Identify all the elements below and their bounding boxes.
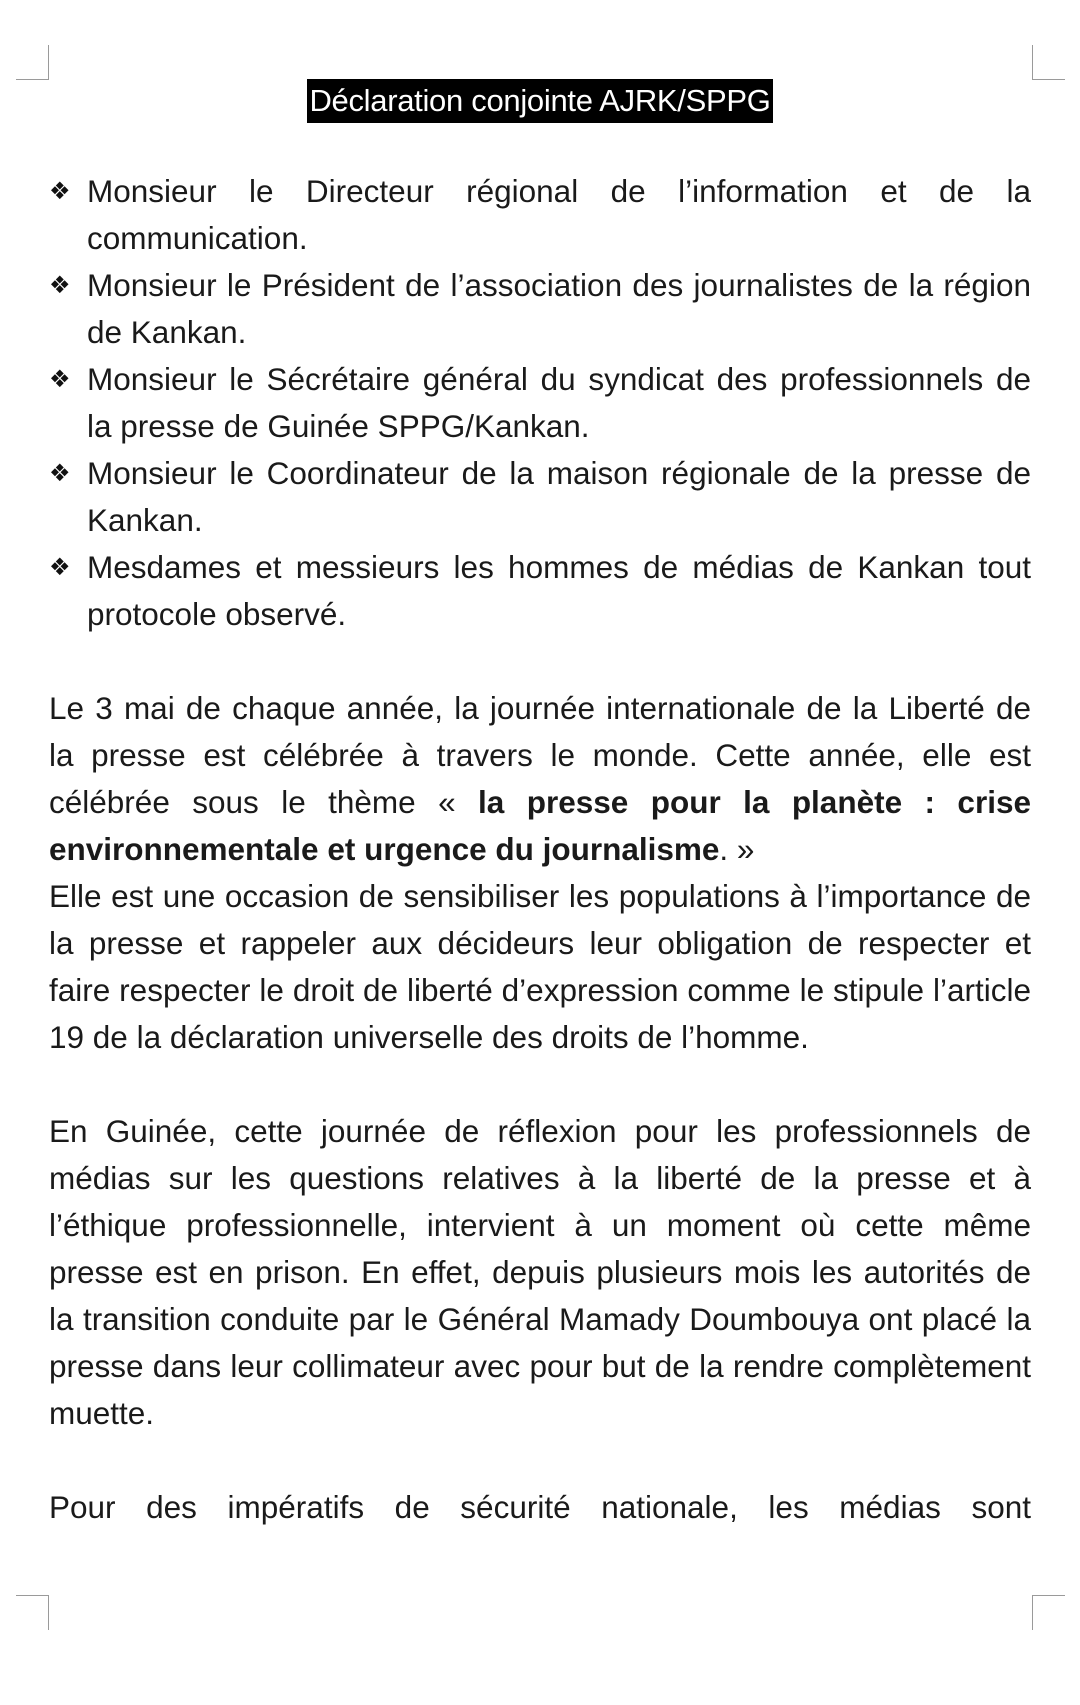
document-title: Déclaration conjointe AJRK/SPPG [307, 79, 772, 123]
list-item [49, 356, 1031, 450]
list-item [49, 544, 1031, 638]
diamond-bullet-icon: ❖ [49, 178, 71, 205]
paragraph-text: Le 3 mai de chaque année, la journée internationale de la Liberté de la presse est célébrée à travers le monde. Cette année, elle est célébrée sous le thème « [49, 690, 1031, 820]
theme-text: la presse pour la planète : crise environnementale et urgence du journalisme [49, 784, 1031, 867]
addressee-text: Mesdames et messieurs les hommes de médias de Kankan tout protocole observé. [87, 549, 1031, 632]
paragraph-text: . » [719, 831, 755, 867]
crop-mark-bottom-right [1032, 1595, 1065, 1630]
list-item [49, 168, 1031, 262]
diamond-bullet-icon: ❖ [49, 272, 71, 299]
addressee-text: Monsieur le Président de l’association des journalistes de la région de Kankan. [87, 267, 1031, 350]
diamond-bullet-icon: ❖ [49, 554, 71, 581]
list-item [49, 262, 1031, 356]
list-item [49, 450, 1031, 544]
document-body [49, 168, 1031, 1531]
paragraph-press-day [49, 685, 1031, 873]
crop-mark-top-right [1032, 45, 1065, 80]
paragraph-occasion: Elle est une occasion de sensibiliser les populations à l’importance de la presse et rappeler aux décideurs leur obligation de respecter et faire respecter le droit de liberté d’expression comme le stipule l’article 19 de la déclaration universelle des droits de l’homme. [49, 878, 1031, 1055]
addressee-text: Monsieur le Sécrétaire général du syndicat des professionnels de la presse de Guinée SPPG/Kankan. [87, 361, 1031, 444]
paragraph-security: Pour des impératifs de sécurité nationale, les médias sont [49, 1489, 1031, 1525]
paragraph-guinea: En Guinée, cette journée de réflexion pour les professionnels de médias sur les questions relatives à la liberté de la presse et à l’éthique professionnelle, intervient à un moment où cette même presse est en prison. En effet, depuis plusieurs mois les autorités de la transition conduite par le Général Mamady Doumbouya ont placé la presse dans leur collimateur avec pour but de la rendre complètement muette. [49, 1113, 1031, 1431]
title-container [0, 79, 1080, 123]
diamond-bullet-icon: ❖ [49, 460, 71, 487]
crop-mark-top-left [16, 45, 49, 80]
addressee-text: Monsieur le Directeur régional de l’information et de la communication. [87, 173, 1031, 256]
addressee-text: Monsieur le Coordinateur de la maison régionale de la presse de Kankan. [87, 455, 1031, 538]
diamond-bullet-icon: ❖ [49, 366, 71, 393]
crop-mark-bottom-left [16, 1595, 49, 1630]
addressee-list [49, 168, 1031, 638]
